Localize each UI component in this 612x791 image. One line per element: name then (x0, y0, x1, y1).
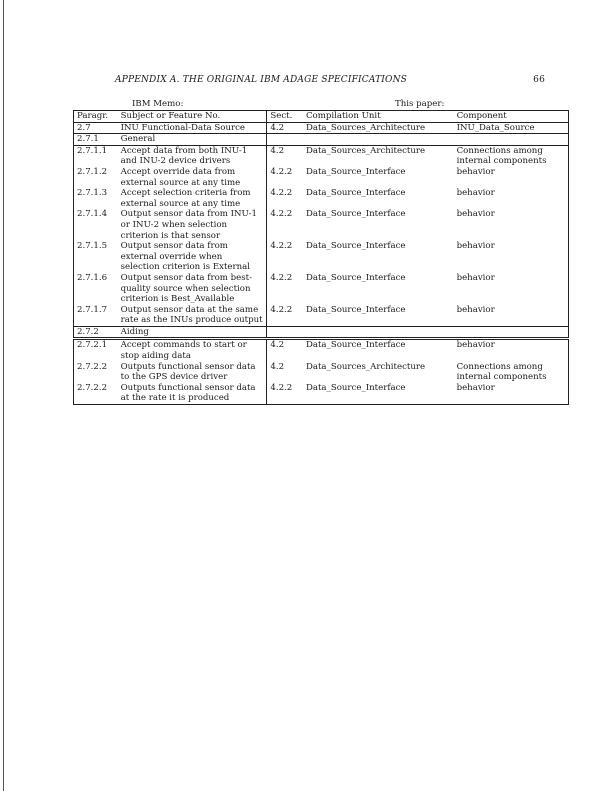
cell-section: 4.2 (270, 145, 285, 156)
cell-subject: INU Functional-Data Source (118, 122, 267, 134)
this-paper-label: This paper: (395, 99, 445, 109)
cell-paragraph: 2.7.1.3 (74, 188, 118, 209)
cell-paragraph: 2.7.1.1 (74, 145, 118, 167)
col-header-subject: Subject or Feature No. (118, 111, 267, 123)
cell-subject: Outputs functional sensor data at the rate it is produced (118, 383, 267, 405)
page-number: 66 (533, 75, 545, 85)
table-row (74, 383, 569, 405)
cell-unit: Data_Source_Interface (305, 241, 406, 252)
cell-section: 4.2 (270, 361, 285, 372)
cell-section: 4.2 (267, 122, 303, 134)
table-header-row (74, 111, 569, 123)
table-row (74, 145, 569, 167)
cell-unit: Data_Source_Interface (305, 188, 406, 199)
page-header (115, 75, 545, 85)
cell-component: behavior (454, 209, 569, 241)
cell-subject: Aiding (118, 326, 267, 339)
cell-unit: Data_Sources_Architecture (303, 122, 454, 134)
table-row (74, 339, 569, 362)
cell-section: 4.2.2 (270, 188, 293, 199)
cell-paragraph: 2.7.2 (74, 326, 118, 339)
cell-component: behavior (454, 339, 569, 362)
cell-unit: Data_Sources_Architecture (305, 361, 426, 372)
cell-subject: Output sensor data at the same rate as the INUs produce output (118, 305, 267, 327)
cell-section: 4.2.2 (270, 382, 293, 393)
cell-subject: Output sensor data from INU-1 or INU-2 when selection criterion is that sensor (118, 209, 267, 241)
col-header-section: Sect. (267, 111, 303, 123)
cell-subject: Outputs functional sensor data to the GPS device driver (118, 362, 267, 383)
cell-unit (303, 326, 454, 339)
cell-unit: Data_Source_Interface (305, 209, 406, 220)
table-row (74, 362, 569, 383)
cell-component: behavior (454, 241, 569, 273)
spec-table (73, 110, 569, 405)
cell-unit: Data_Source_Interface (305, 382, 406, 393)
cell-section (267, 326, 303, 339)
cell-paragraph: 2.7.2.2 (74, 383, 118, 405)
cell-component: INU_Data_Source (454, 122, 569, 134)
cell-unit (303, 134, 454, 146)
cell-section: 4.2 (267, 339, 303, 362)
cell-subject: Output sensor data from external override when selection criterion is External (118, 241, 267, 273)
cell-section: 4.2.2 (270, 166, 293, 177)
cell-paragraph: 2.7.2.1 (74, 339, 118, 362)
cell-section (267, 134, 303, 146)
cell-paragraph: 2.7.1.7 (74, 305, 118, 327)
cell-unit: Data_Source_Interface (305, 304, 406, 315)
cell-unit: Data_Sources_Architecture (305, 145, 426, 156)
cell-subject: Output sensor data from best-quality source when selection criterion is Best_Available (118, 273, 267, 305)
table-row (74, 273, 569, 305)
cell-component: behavior (454, 167, 569, 188)
table-row (74, 209, 569, 241)
cell-component: behavior (454, 383, 569, 405)
cell-component: behavior (454, 188, 569, 209)
cell-subject: Accept selection criteria from external source at any time (118, 188, 267, 209)
cell-paragraph: 2.7.1 (74, 134, 118, 146)
col-header-unit: Compilation Unit (303, 111, 454, 123)
table-row (74, 122, 569, 134)
cell-section: 4.2.2 (270, 241, 293, 252)
ibm-memo-label: IBM Memo: (132, 99, 184, 109)
table-row (74, 241, 569, 273)
cell-paragraph: 2.7.1.6 (74, 273, 118, 305)
page-title: APPENDIX A. THE ORIGINAL IBM ADAGE SPECIFICATIONS (115, 75, 408, 85)
cell-component: Connections among internal components (454, 362, 569, 383)
table-row (74, 134, 569, 146)
cell-paragraph: 2.7.1.5 (74, 241, 118, 273)
table-row (74, 188, 569, 209)
table-row (74, 167, 569, 188)
cell-component (454, 326, 569, 339)
cell-subject: Accept override data from external source at any time (118, 167, 267, 188)
margin-rule (3, 0, 4, 791)
cell-paragraph: 2.7.1.2 (74, 167, 118, 188)
cell-section: 4.2.2 (270, 209, 293, 220)
cell-unit: Data_Source_Interface (303, 339, 454, 362)
cell-paragraph: 2.7 (74, 122, 118, 134)
col-header-paragraph: Paragr. (74, 111, 118, 123)
cell-component: behavior (454, 273, 569, 305)
table-row (74, 326, 569, 339)
cell-section: 4.2.2 (270, 304, 293, 315)
cell-component (454, 134, 569, 146)
cell-component: behavior (454, 305, 569, 327)
cell-unit: Data_Source_Interface (305, 166, 406, 177)
cell-paragraph: 2.7.2.2 (74, 362, 118, 383)
cell-subject: General (118, 134, 267, 146)
cell-component: Connections among internal components (454, 145, 569, 167)
cell-unit: Data_Source_Interface (305, 272, 406, 283)
cell-section: 4.2.2 (270, 272, 293, 283)
cell-paragraph: 2.7.1.4 (74, 209, 118, 241)
cell-subject: Accept data from both INU-1 and INU-2 device drivers (118, 145, 267, 167)
cell-subject: Accept commands to start or stop aiding data (118, 339, 267, 362)
table-row (74, 305, 569, 327)
col-header-component: Component (454, 111, 569, 123)
